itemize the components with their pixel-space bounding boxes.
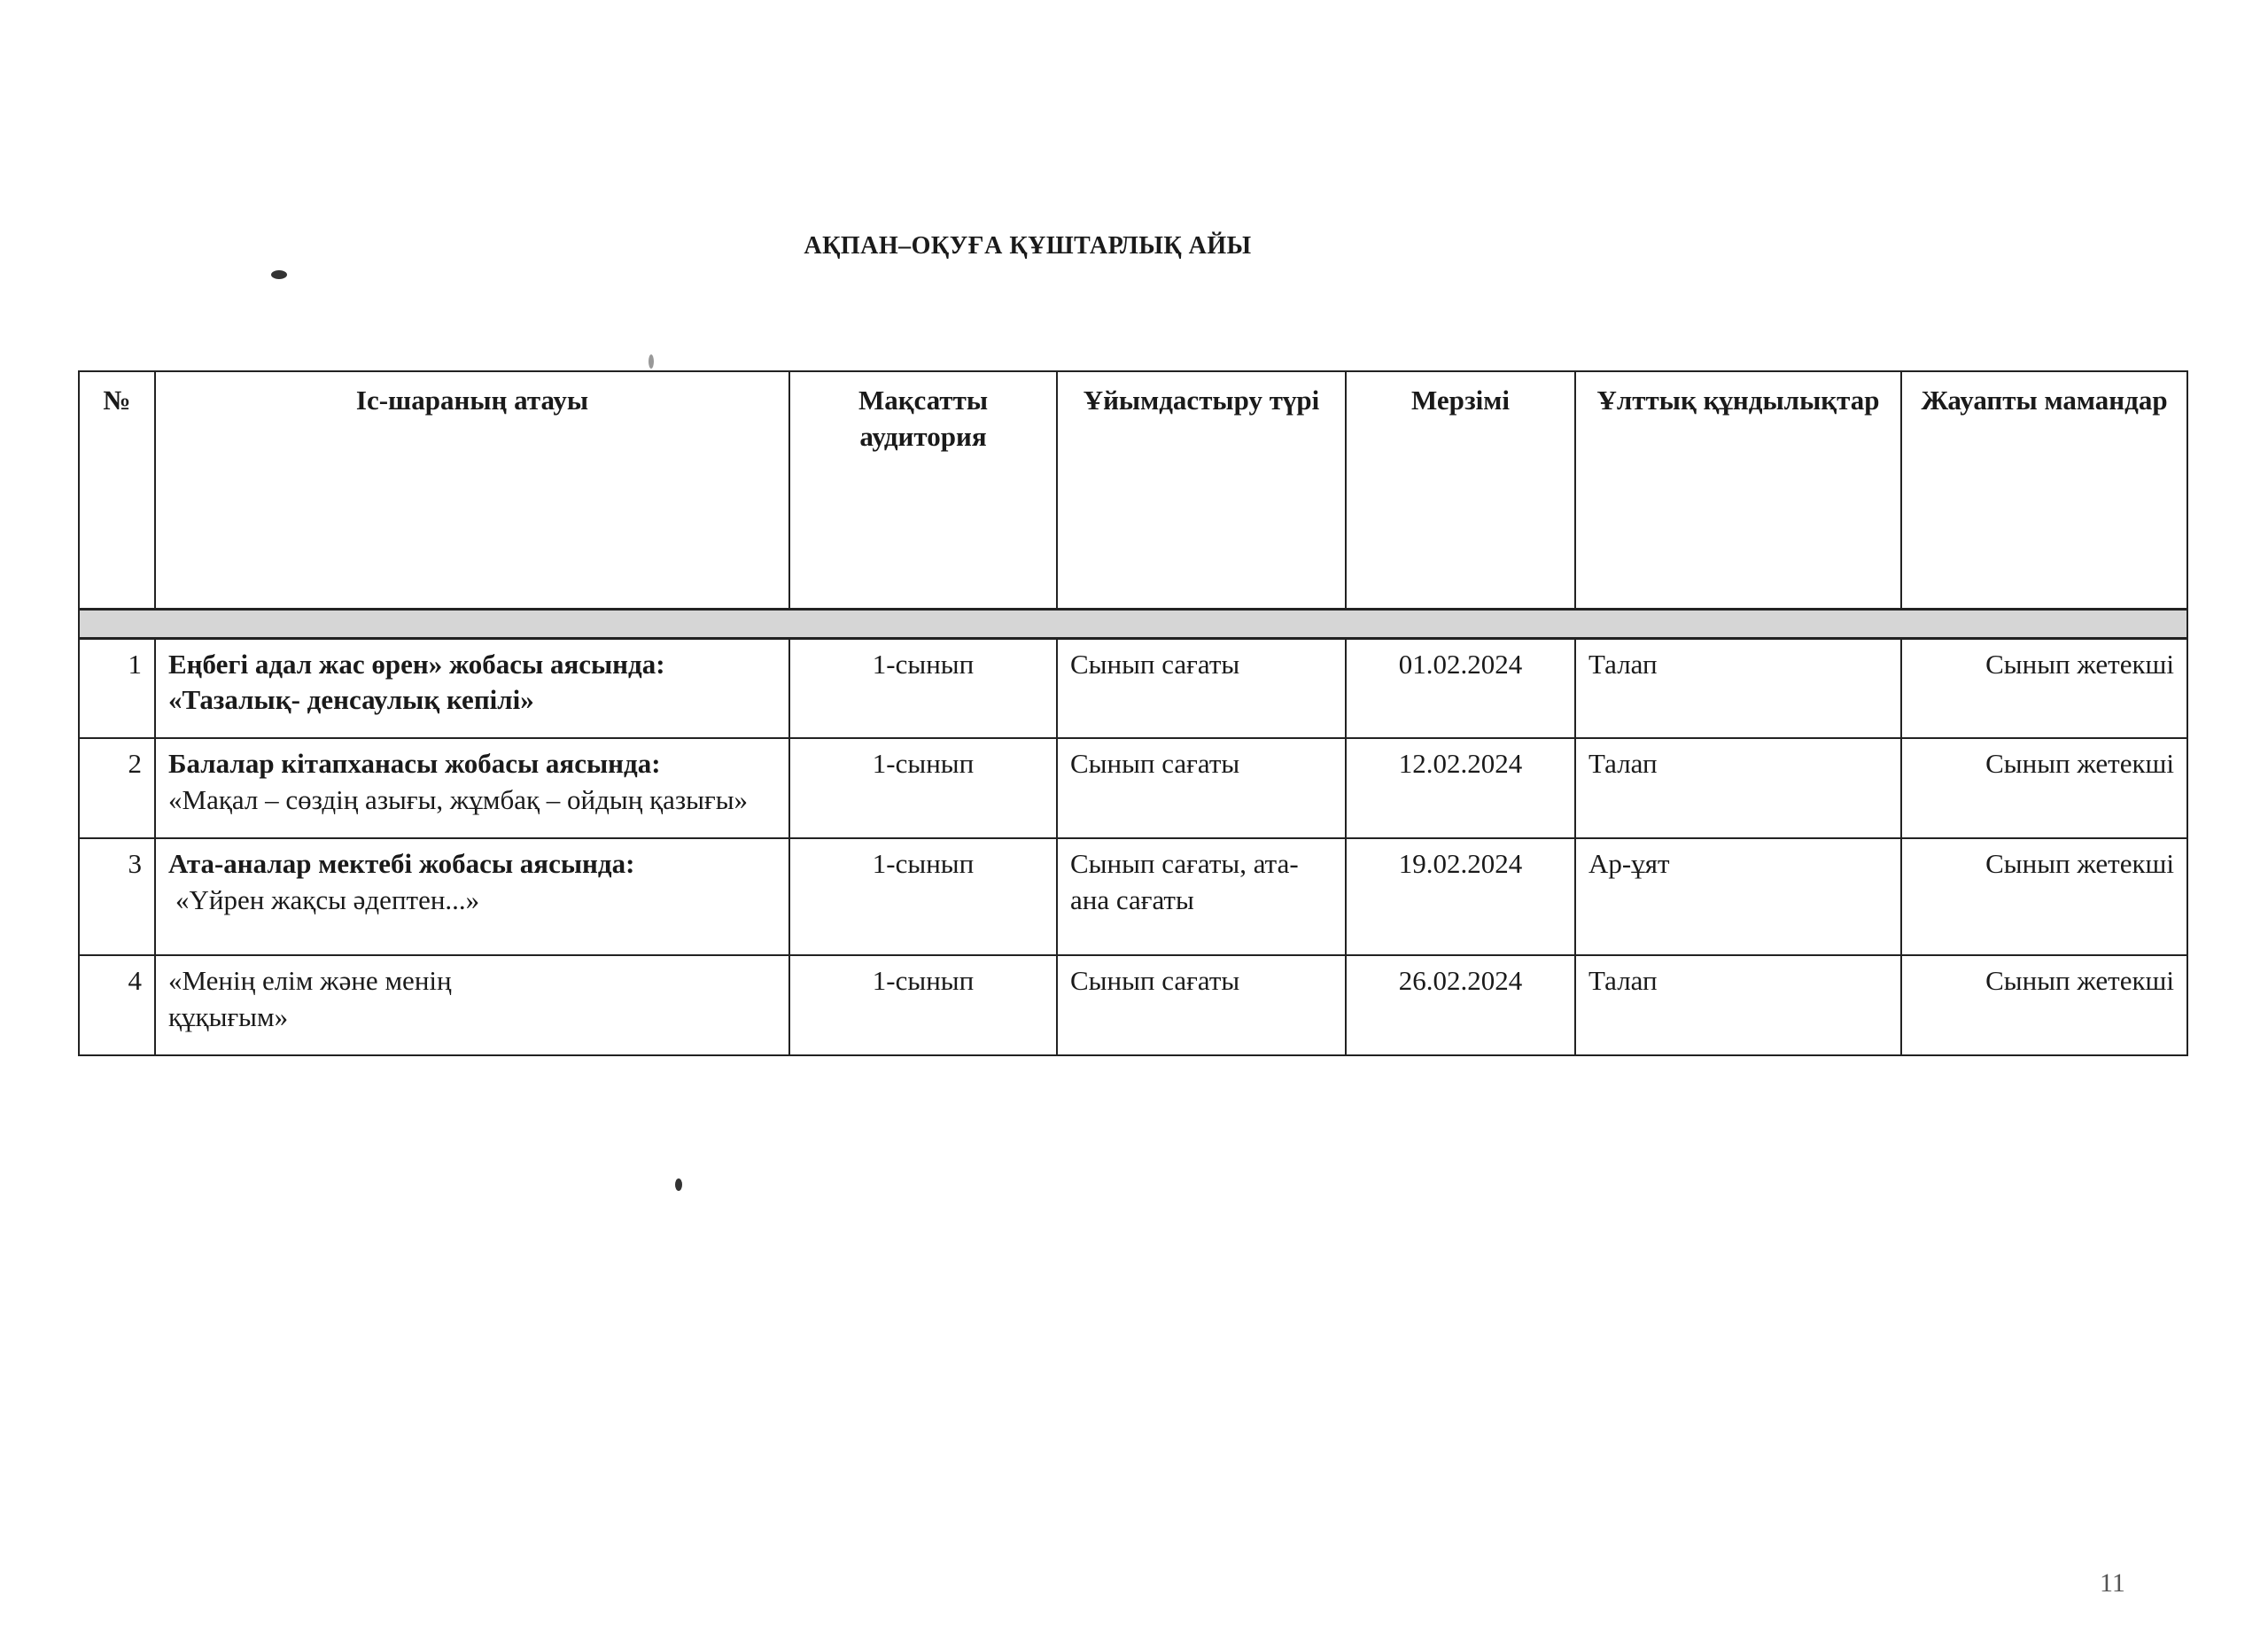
target-audience: 1-сынып <box>789 738 1057 838</box>
target-audience: 1-сынып <box>789 838 1057 955</box>
row-number: 2 <box>79 738 155 838</box>
event-name-cell <box>155 738 789 838</box>
header-responsible: Жауапты мамандар <box>1901 371 2187 609</box>
event-name-cell <box>155 638 789 738</box>
national-value: Талап <box>1575 638 1901 738</box>
event-name-regular: «Менің елім және менің құқығым» <box>168 965 452 1032</box>
scan-speck <box>675 1178 682 1191</box>
header-organization-form: Ұйымдастыру түрі <box>1057 371 1346 609</box>
header-number: № <box>79 371 155 609</box>
organization-form: Сынып сағаты, ата-ана сағаты <box>1057 838 1346 955</box>
national-value: Талап <box>1575 955 1901 1055</box>
page-title: АҚПАН–ОҚУҒА ҚҰШТАРЛЫҚ АЙЫ <box>804 232 1252 260</box>
event-name-bold: Еңбегі адал жас өрен» жобасы аясында: «Тазалық- денсаулық кепілі» <box>168 648 665 716</box>
gray-separator-band <box>79 609 2187 638</box>
row-number: 1 <box>79 638 155 738</box>
responsible-staff: Сынып жетекші <box>1901 955 2187 1055</box>
target-audience: 1-сынып <box>789 955 1057 1055</box>
event-date: 01.02.2024 <box>1346 638 1575 738</box>
organization-form: Сынып сағаты <box>1057 738 1346 838</box>
event-name-bold: Балалар кітапханасы жобасы аясында: <box>168 748 661 779</box>
scan-speck <box>271 270 287 279</box>
header-national-values: Ұлттық құндылықтар <box>1575 371 1901 609</box>
responsible-staff: Сынып жетекші <box>1901 738 2187 838</box>
national-value: Ар-ұят <box>1575 838 1901 955</box>
header-event-name: Іс-шараның атауы <box>155 371 789 609</box>
scan-speck <box>649 354 654 369</box>
events-plan-table <box>78 370 2188 1056</box>
page-number: 11 <box>2100 1568 2125 1598</box>
event-name-bold: Ата-аналар мектебі жобасы аясында: <box>168 848 635 879</box>
table-row <box>79 638 2187 738</box>
event-name-cell <box>155 955 789 1055</box>
event-name-cell <box>155 838 789 955</box>
event-date: 12.02.2024 <box>1346 738 1575 838</box>
header-date: Мерзімі <box>1346 371 1575 609</box>
event-date: 19.02.2024 <box>1346 838 1575 955</box>
national-value: Талап <box>1575 738 1901 838</box>
event-name-regular: «Мақал – сөздің азығы, жұмбақ – ойдың қазығы» <box>168 783 749 815</box>
organization-form: Сынып сағаты <box>1057 955 1346 1055</box>
event-date: 26.02.2024 <box>1346 955 1575 1055</box>
table-row <box>79 955 2187 1055</box>
row-number: 3 <box>79 838 155 955</box>
row-number: 4 <box>79 955 155 1055</box>
table-row <box>79 838 2187 955</box>
target-audience: 1-сынып <box>789 638 1057 738</box>
header-target-audience: Мақсатты аудитория <box>789 371 1057 609</box>
responsible-staff: Сынып жетекші <box>1901 838 2187 955</box>
organization-form: Сынып сағаты <box>1057 638 1346 738</box>
separator-cell <box>79 609 2187 638</box>
table-row <box>79 738 2187 838</box>
table-header-row <box>79 371 2187 609</box>
event-name-regular: «Үйрен жақсы әдептен...» <box>175 883 480 915</box>
responsible-staff: Сынып жетекші <box>1901 638 2187 738</box>
